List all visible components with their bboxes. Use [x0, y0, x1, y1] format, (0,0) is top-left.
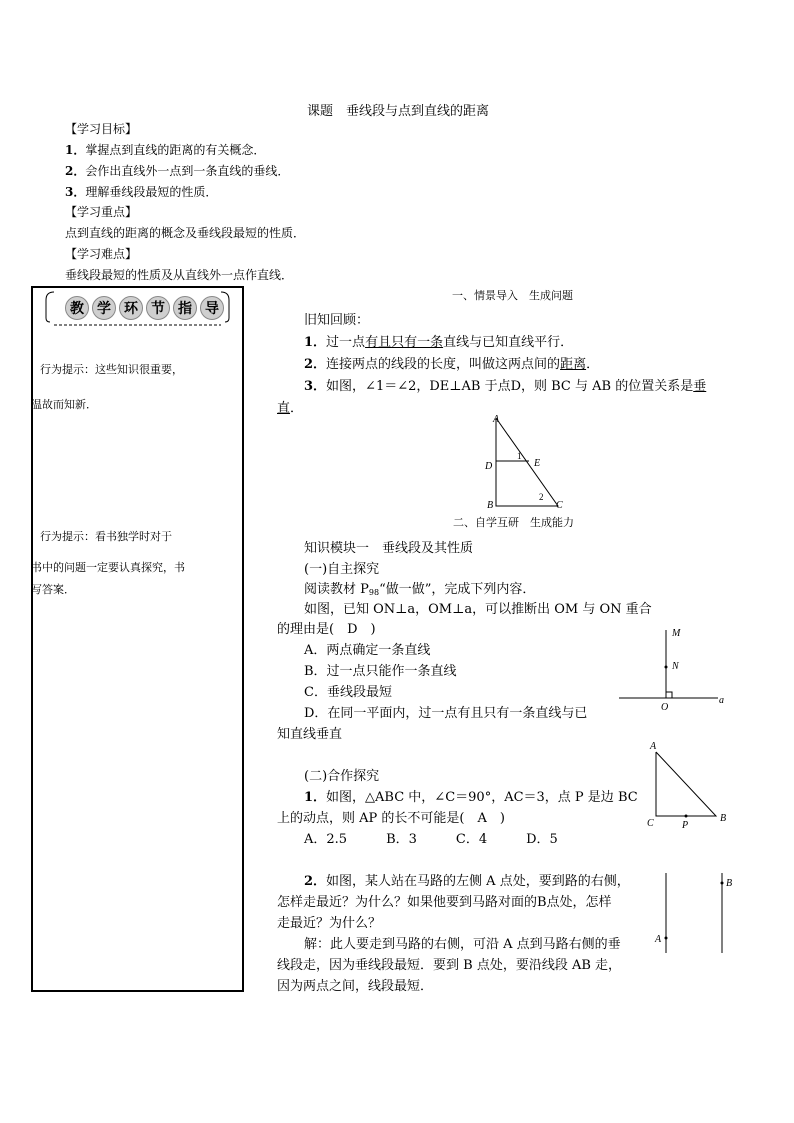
teaching-guide-sidebar: [31, 286, 244, 992]
label-C: C: [647, 818, 654, 829]
label-B: B: [726, 878, 733, 889]
review-label: 旧知回顾：: [304, 313, 370, 328]
review-q2: 2．连接两点的线段的长度，叫做这两点间的距离．: [304, 357, 600, 372]
coop-q1-line1: 1．如图，△ABC 中，∠C＝90°，AC＝3，点 P 是边 BC: [304, 790, 638, 805]
label-B: B: [720, 813, 727, 824]
label-A: A: [650, 741, 657, 752]
banner-char: 学: [92, 296, 116, 320]
figure-road: [650, 865, 740, 957]
tip2-line3: 写答案．: [31, 583, 75, 596]
label-N: N: [672, 661, 679, 672]
option-a: A．两点确定一条直线: [304, 643, 431, 658]
objectives-heading: 【学习目标】: [65, 122, 138, 136]
coop-label: (二)合作探究: [304, 769, 380, 784]
banner-char: 环: [119, 296, 143, 320]
tip2-line1: 行为提示：看书独学时对于: [40, 530, 172, 543]
label-a: a: [719, 695, 724, 706]
objective-item: 1．掌握点到直线的距离的有关概念．: [65, 143, 266, 157]
section2-heading: 二、自学互研 生成能力: [453, 516, 574, 529]
label-A: A: [493, 414, 500, 425]
label-E: E: [534, 458, 541, 469]
section1-heading: 一、情景导入 生成问题: [452, 289, 573, 302]
banner-char: 节: [146, 296, 170, 320]
coop-q2-line2: 怎样走最近？为什么？如果他要到马路对面的B点处，怎样: [277, 895, 612, 910]
label-D: D: [485, 461, 493, 472]
banner-frame-icon: [40, 288, 235, 328]
option-c: C．垂线段最短: [304, 685, 392, 700]
solution-line3: 因为两点之间，线段最短．: [277, 979, 434, 994]
review-q3-cont: 直．: [277, 401, 304, 416]
question-line2: 的理由是( D ): [277, 622, 376, 637]
label-C: C: [556, 500, 563, 511]
key-points-heading: 【学习重点】: [65, 205, 138, 219]
option-b: B．过一点只能作一条直线: [304, 664, 457, 679]
coop-q2-line3: 走最近？为什么？: [277, 916, 382, 931]
review-q3: 3．如图，∠1＝∠2，DE⊥AB 于点D，则 BC 与 AB 的位置关系是垂: [304, 379, 707, 394]
key-points-text: 点到直线的距离的概念及垂线段最短的性质．: [65, 226, 306, 240]
label-B: B: [487, 500, 494, 511]
difficulty-heading: 【学习难点】: [65, 247, 138, 261]
question-line1: 如图，已知 ON⊥a，OM⊥a，可以推断出 OM 与 ON 重合: [304, 602, 652, 617]
label-O: O: [661, 702, 669, 713]
coop-q1-options: A．2.5 B．3 C．4 D．5: [304, 832, 558, 847]
solution-line2: 线段走，因为垂线段最短．要到 B 点处，要沿线段 AB 走，: [277, 958, 622, 973]
label-angle1: 1: [517, 451, 522, 461]
banner-char: 教: [65, 296, 89, 320]
label-angle2: 2: [539, 492, 544, 502]
tip2-line2: 书中的问题一定要认真探究，书: [31, 561, 185, 574]
objective-item: 2．会作出直线外一点到一条直线的垂线．: [65, 164, 290, 178]
tip1-line1: 行为提示：这些知识很重要，: [40, 363, 183, 376]
option-d-cont: 知直线垂直: [277, 727, 343, 742]
label-P: P: [682, 820, 689, 830]
option-d: D．在同一平面内，过一点有且只有一条直线与已: [304, 706, 588, 721]
figure-triangle-dbe: [482, 412, 572, 512]
banner-char: 导: [200, 296, 224, 320]
objective-item: 3．理解垂线段最短的性质．: [65, 185, 218, 199]
page-title: 课题 垂线段与点到直线的距离: [307, 104, 490, 119]
figure-right-triangle-abc: [644, 738, 734, 830]
read-instruction: 阅读教材 $P_{98}“$做一做”，完成下列内容．: [304, 582, 536, 597]
solution-line1: 解：此人要走到马路的右侧，可沿 A 点到马路右侧的垂: [304, 937, 621, 952]
difficulty-text: 垂线段最短的性质及从直线外一点作直线．: [65, 268, 294, 282]
guide-banner: [40, 288, 235, 328]
module-title: 知识模块一 垂线段及其性质: [304, 541, 474, 556]
self-explore-label: (一)自主探究: [304, 562, 380, 577]
coop-q1-line2: 上的动点，则 AP 的长不可能是( A ): [277, 811, 505, 826]
label-M: M: [672, 628, 681, 639]
coop-q2-line1: 2．如图，某人站在马路的左侧 A 点处，要到路的右侧，: [304, 874, 630, 889]
tip1-line2: 温故而知新．: [31, 398, 97, 411]
banner-char: 指: [173, 296, 197, 320]
figure-perpendicular-omn: [618, 622, 733, 714]
review-q1: 1．过一点有且只有一条直线与已知直线平行．: [304, 335, 574, 350]
label-A: A: [655, 934, 662, 945]
